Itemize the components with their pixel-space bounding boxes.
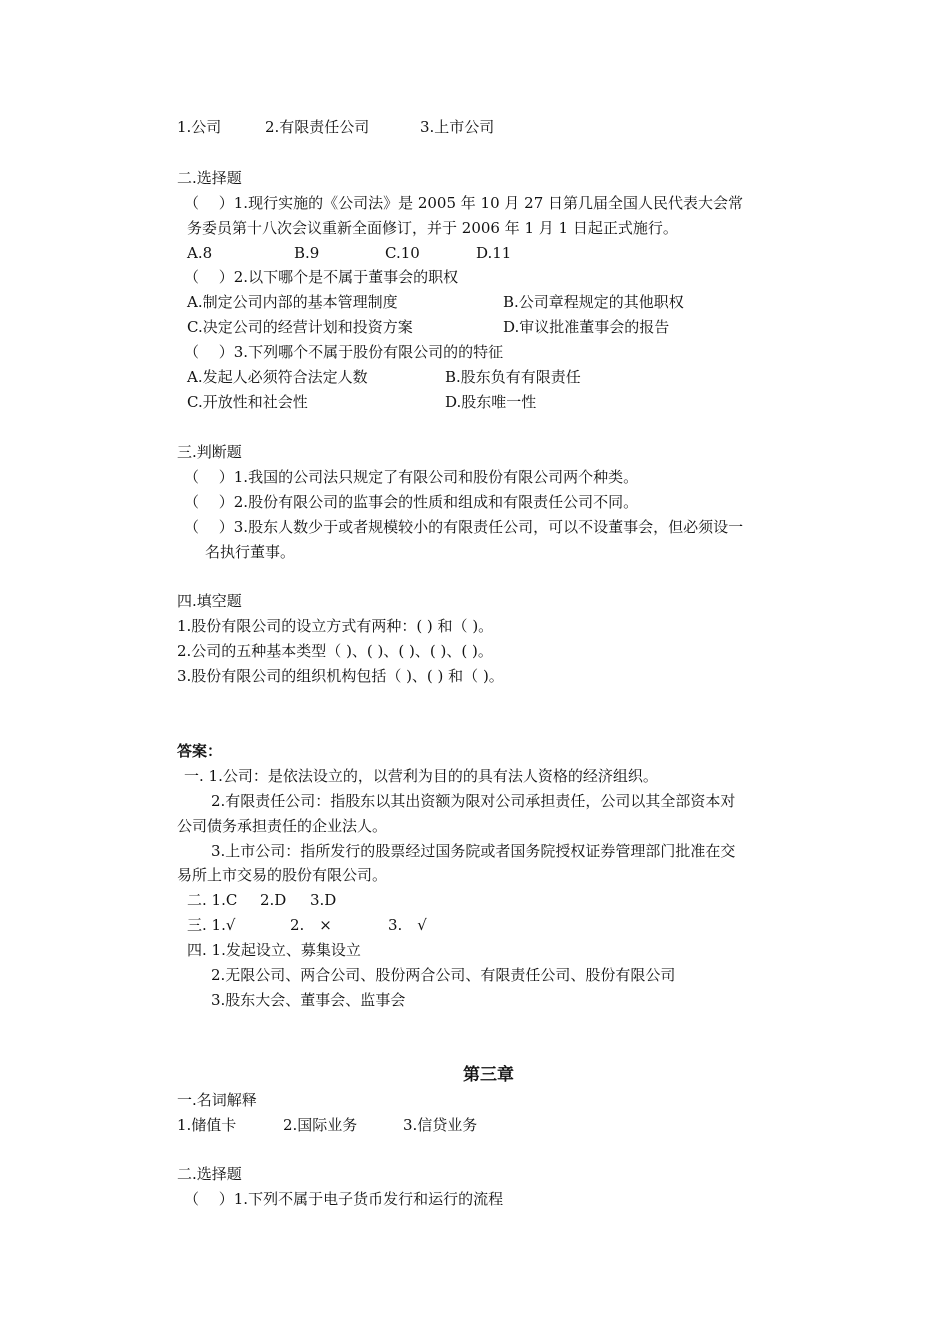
term-2: 2.有限责任公司 bbox=[265, 118, 370, 136]
answer-4-1: 四. 1.发起设立、募集设立 bbox=[187, 941, 361, 959]
chapter-3-term-3: 3.信贷业务 bbox=[403, 1116, 478, 1134]
chapter-3-question-1: （ ）1.下列不属于电子货币发行和运行的流程 bbox=[184, 1190, 504, 1208]
question-2-option-a: A.制定公司内部的基本管理制度 bbox=[187, 293, 398, 311]
answer-1-2-line-1: 2.有限责任公司：指股东以其出资额为限对公司承担责任，公司以其全部资本对 bbox=[211, 792, 736, 810]
answer-1-1: 一. 1.公司：是依法设立的，以营利为目的的具有法人资格的经济组织。 bbox=[184, 767, 658, 785]
term-1: 1.公司 bbox=[177, 118, 222, 136]
answer-1-2-line-2: 公司债务承担责任的企业法人。 bbox=[177, 817, 388, 835]
section-heading-choice: 二.选择题 bbox=[177, 169, 242, 187]
question-3: （ ）3.下列哪个不属于股份有限公司的的特征 bbox=[184, 343, 504, 361]
judgment-1: （ ）1.我国的公司法只规定了有限公司和股份有限公司两个种类。 bbox=[184, 468, 639, 486]
question-3-option-b: B.股东负有有限责任 bbox=[445, 368, 581, 386]
chapter-3-section-heading-choice: 二.选择题 bbox=[177, 1165, 242, 1183]
question-3-option-c: C.开放性和社会性 bbox=[187, 393, 308, 411]
answer-4-3: 3.股东大会、董事会、监事会 bbox=[211, 991, 406, 1009]
judgment-3-line-2: 名执行董事。 bbox=[205, 543, 296, 561]
answer-1-3-line-2: 易所上市交易的股份有限公司。 bbox=[177, 866, 388, 884]
chapter-3-term-1: 1.储值卡 bbox=[177, 1116, 237, 1134]
judgment-2: （ ）2.股份有限公司的监事会的性质和组成和有限责任公司不同。 bbox=[184, 493, 639, 511]
question-1-line-2: 务委员第十八次会议重新全面修订，并于 2006 年 1 月 1 日起正式施行。 bbox=[187, 219, 678, 237]
question-3-option-a: A.发起人必须符合法定人数 bbox=[187, 368, 368, 386]
term-3: 3.上市公司 bbox=[420, 118, 495, 136]
answer-2-3: 3.D bbox=[310, 891, 337, 909]
chapter-3-section-heading-terms: 一.名词解释 bbox=[177, 1091, 257, 1109]
answer-2-2: 2.D bbox=[260, 891, 287, 909]
question-1-option-c: C.10 bbox=[385, 244, 420, 262]
fill-3: 3.股份有限公司的组织机构包括（ )、( ) 和（ )。 bbox=[177, 667, 504, 685]
answer-3-2: 2. × bbox=[290, 916, 332, 934]
question-2-option-c: C.决定公司的经营计划和投资方案 bbox=[187, 318, 413, 336]
question-1-option-b: B.9 bbox=[294, 244, 320, 262]
chapter-title: 第三章 bbox=[463, 1065, 514, 1085]
answer-1-3-line-1: 3.上市公司：指所发行的股票经过国务院或者国务院授权证券管理部门批准在交 bbox=[211, 842, 736, 860]
answer-3-1: 三. 1.√ bbox=[187, 916, 236, 934]
question-1-option-d: D.11 bbox=[476, 244, 512, 262]
question-1-line-1: （ ）1.现行实施的《公司法》是 2005 年 10 月 27 日第几届全国人民代表大会常 bbox=[184, 194, 744, 212]
answer-2-1: 二. 1.C bbox=[187, 891, 238, 909]
answers-heading: 答案： bbox=[177, 742, 223, 760]
fill-1: 1.股份有限公司的设立方式有两种：( ) 和（ )。 bbox=[177, 617, 494, 635]
fill-2: 2.公司的五种基本类型（ )、( )、( )、( )、( )。 bbox=[177, 642, 493, 660]
section-heading-judgment: 三.判断题 bbox=[177, 443, 242, 461]
question-2-option-b: B.公司章程规定的其他职权 bbox=[503, 293, 684, 311]
question-3-option-d: D.股东唯一性 bbox=[445, 393, 537, 411]
judgment-3-line-1: （ ）3.股东人数少于或者规模较小的有限责任公司，可以不设董事会，但必须设一 bbox=[184, 518, 744, 536]
section-heading-fill: 四.填空题 bbox=[177, 592, 242, 610]
answer-4-2: 2.无限公司、两合公司、股份两合公司、有限责任公司、股份有限公司 bbox=[211, 966, 676, 984]
question-2-option-d: D.审议批准董事会的报告 bbox=[503, 318, 670, 336]
chapter-3-term-2: 2.国际业务 bbox=[283, 1116, 358, 1134]
answer-3-3: 3. √ bbox=[388, 916, 427, 934]
question-2: （ ）2.以下哪个是不属于董事会的职权 bbox=[184, 268, 459, 286]
question-1-option-a: A.8 bbox=[187, 244, 213, 262]
